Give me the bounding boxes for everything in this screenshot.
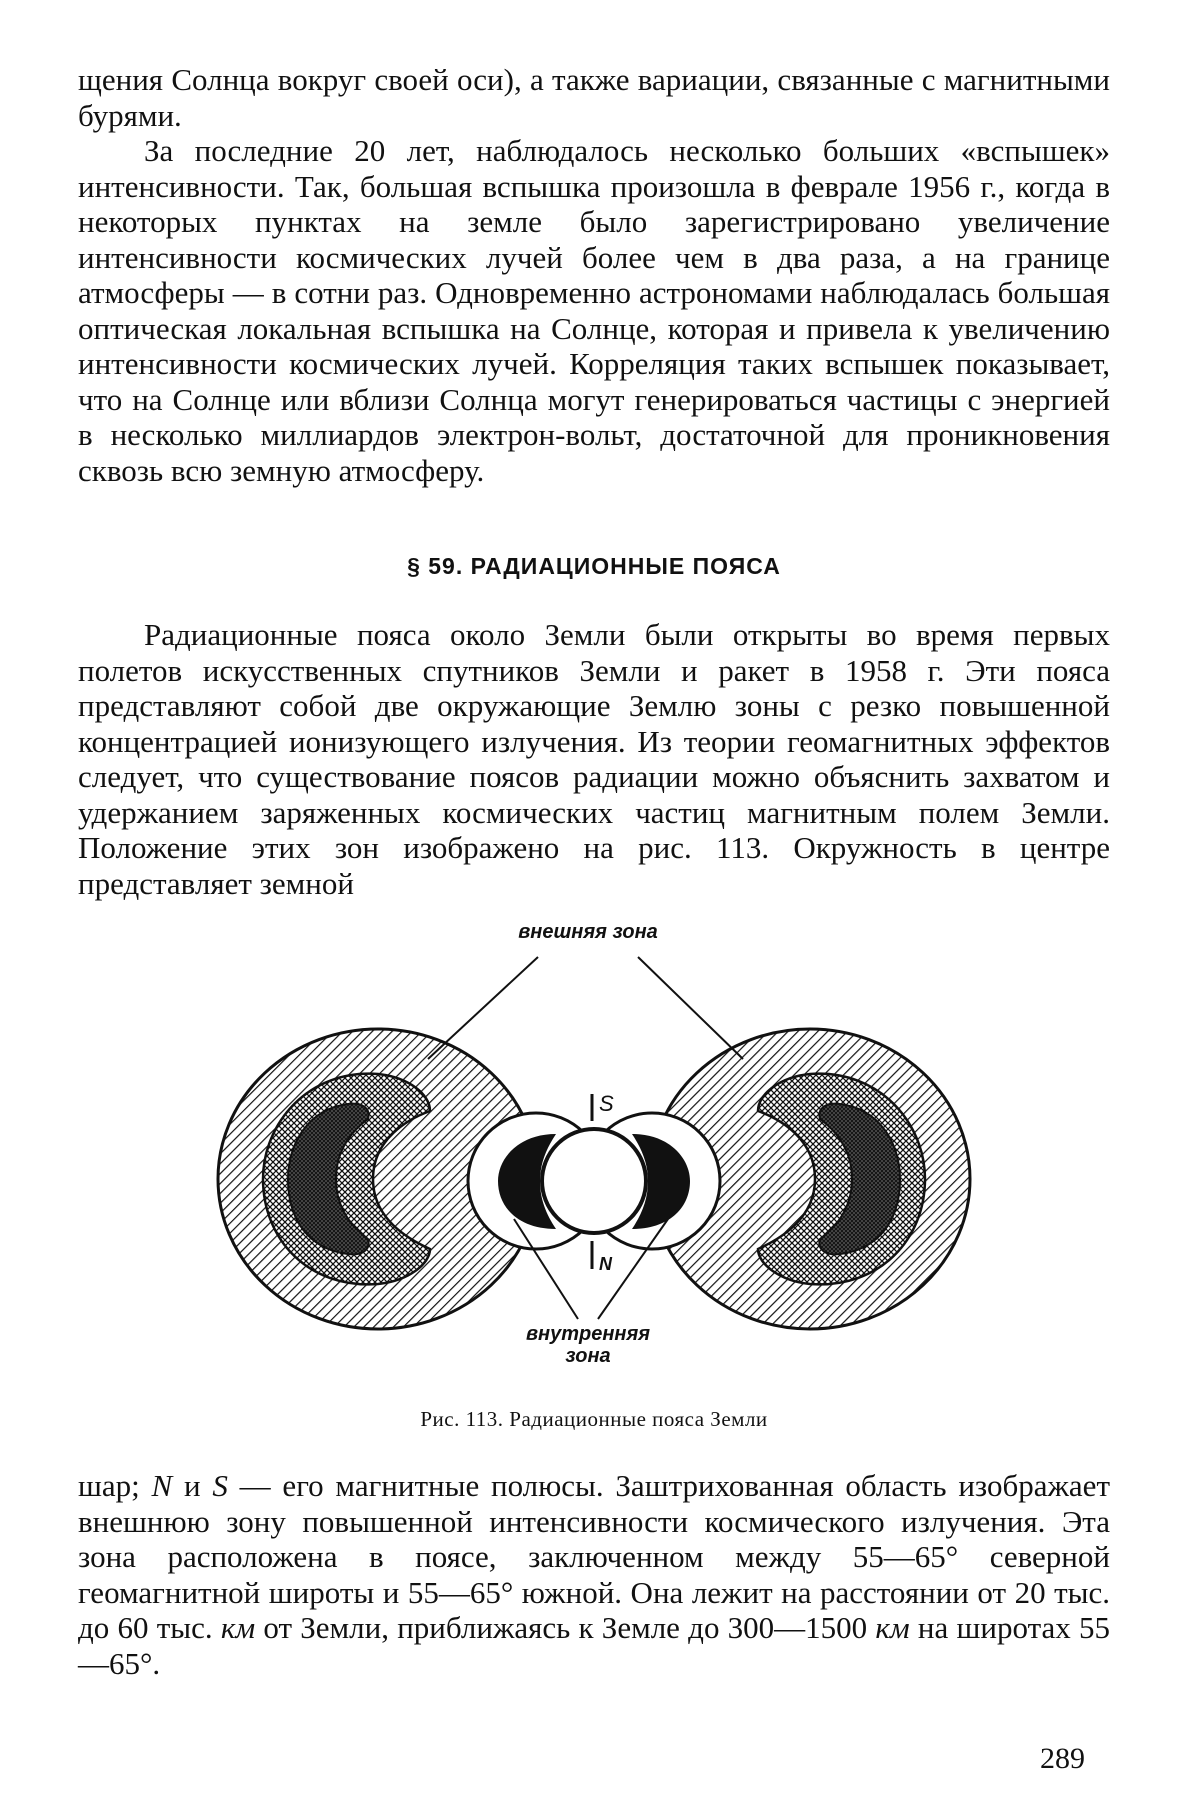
paragraph-1: щения Солнца вокруг своей оси), а также вариации, связанные с магнитными бурями. xyxy=(78,62,1110,133)
earth-globe xyxy=(542,1129,646,1233)
pole-s-label: S xyxy=(599,1091,614,1116)
outer-zone-leader-right xyxy=(638,957,743,1059)
symbol-s: S xyxy=(212,1468,228,1503)
paragraph-4 xyxy=(78,1468,1110,1681)
outer-zone-leader-left xyxy=(428,957,538,1059)
p4-text-3: — его магнитные полюсы. Заштрихованная область изображает внешнюю зону повышенной интенсивности космического излучения. Эта зона расположена в поясе, заключенном между 55—65° северной геомагнитной широты и 55—65° южной. Она лежит на расстоянии от 20 тыс. до 60 тыс. xyxy=(78,1468,1110,1645)
page-number: 289 xyxy=(1040,1742,1085,1776)
section-heading: § 59. РАДИАЦИОННЫЕ ПОЯСА xyxy=(78,551,1110,581)
p4-text-5: на широтах 55—65°. xyxy=(78,1610,1110,1681)
outer-zone-label: внешняя зона xyxy=(488,921,688,943)
pole-n-label: N xyxy=(599,1254,613,1274)
figure-caption: Рис. 113. Радиационные пояса Земли xyxy=(78,1407,1110,1432)
figure-radiation-belts xyxy=(78,919,1110,1399)
p4-text-2: и xyxy=(172,1468,212,1503)
inner-zone-label-line-1: внутренняя xyxy=(498,1323,678,1345)
p4-text-1: шар; xyxy=(78,1468,152,1503)
unit-km-1: км xyxy=(221,1610,255,1645)
inner-zone-label-line-2: зона xyxy=(498,1345,678,1367)
paragraph-3: Радиационные пояса около Земли были открыты во время первых полетов искусственных спутников Земли и ракет в 1958 г. Эти пояса представляют собой две окружающие Землю зоны с резко повышенной концентрацией ионизующего излучения. Из теории геомагнитных эффектов следует, что существование поясов радиации можно объяснить захватом и удержанием заряженных космических частиц магнитным полем Земли. Положение этих зон изображено на рис. 113. Окружность в центре представляет земной xyxy=(78,617,1110,901)
page xyxy=(78,62,1110,1681)
paragraph-2: За последние 20 лет, наблюдалось несколько больших «вспышек» интенсивности. Так, большая вспышка произошла в феврале 1956 г., когда в некоторых пунктах на земле было зарегистрировано увеличение интенсивности космических лучей более чем в два раза, а на границе атмосферы — в сотни раз. Одновременно астрономами наблюдалась большая оптическая локальная вспышка на Солнце, которая и привела к увеличению интенсивности космических лучей. Корреляция таких вспышек показывает, что на Солнце или вблизи Солнца могут генерироваться частицы с энергией в несколько миллиардов электрон-вольт, достаточной для проникновения сквозь всю земную атмосферу. xyxy=(78,133,1110,488)
symbol-n: N xyxy=(152,1468,173,1503)
unit-km-2: км xyxy=(875,1610,909,1645)
p4-text-4: от Земли, приближаясь к Земле до 300—1500 xyxy=(255,1610,875,1645)
